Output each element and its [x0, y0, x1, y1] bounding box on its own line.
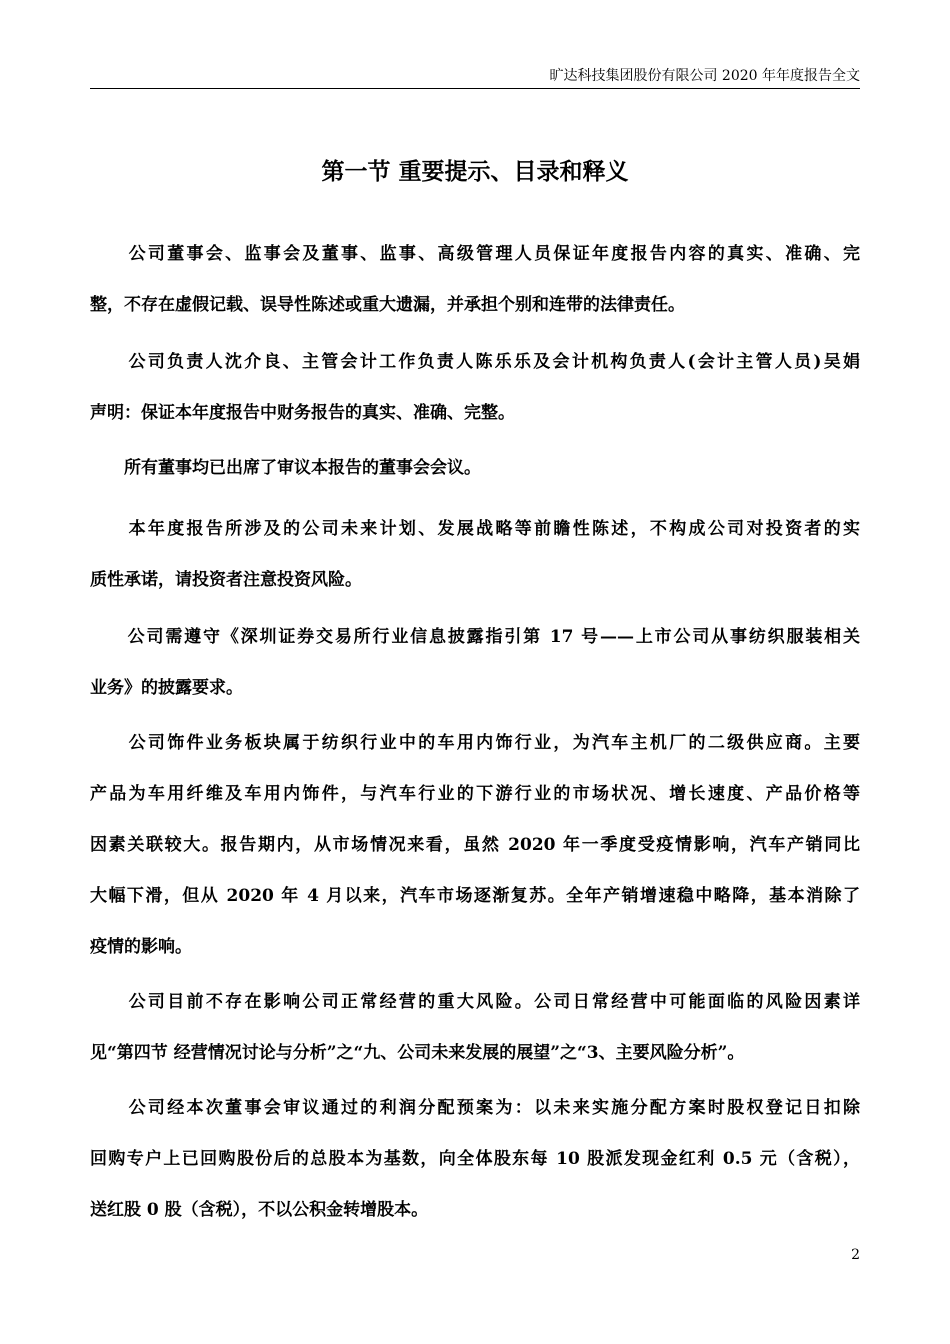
paragraph-line: 公司需遵守《深圳证券交易所行业信息披露指引第 17 号——上市公司从事纺织服装相关 — [90, 627, 860, 647]
section-title: 第一节 重要提示、目录和释义 — [321, 158, 629, 185]
paragraph-line: 公司目前不存在影响公司正常经营的重大风险。公司日常经营中可能面临的风险因素详 — [90, 992, 860, 1012]
paragraph-line: 见“第四节 经营情况讨论与分析”之“九、公司未来发展的展望”之“3、主要风险分析”。 — [90, 1043, 745, 1063]
paragraph-line: 公司负责人沈介良、主管会计工作负责人陈乐乐及会计机构负责人(会计主管人员)吴娟 — [90, 352, 860, 372]
paragraph-line: 公司董事会、监事会及董事、监事、高级管理人员保证年度报告内容的真实、准确、完 — [90, 244, 860, 264]
header-title: 旷达科技集团股份有限公司 2020 年年度报告全文 — [549, 68, 860, 84]
paragraph-line: 大幅下滑，但从 2020 年 4 月以来，汽车市场逐渐复苏。全年产销增速稳中略降，基本消除了 — [90, 886, 860, 906]
paragraph-line: 整，不存在虚假记载、误导性陈述或重大遗漏，并承担个别和连带的法律责任。 — [90, 295, 685, 315]
paragraph-line: 公司饰件业务板块属于纺织行业中的车用内饰行业，为汽车主机厂的二级供应商。主要 — [90, 733, 860, 753]
paragraph-line: 本年度报告所涉及的公司未来计划、发展战略等前瞻性陈述，不构成公司对投资者的实 — [90, 519, 860, 539]
paragraph-business-segment — [90, 718, 860, 973]
paragraph-line: 质性承诺，请投资者注意投资风险。 — [90, 570, 362, 590]
paragraph-risk-statement — [90, 977, 860, 1079]
paragraph-line: 产品为车用纤维及车用内饰件，与汽车行业的下游行业的市场状况、增长速度、产品价格等 — [90, 784, 860, 804]
paragraph-line: 因素关联较大。报告期内，从市场情况来看，虽然 2020 年一季度受疫情影响，汽车产销同比 — [90, 835, 860, 855]
paragraph-line: 送红股 0 股（含税），不以公积金转增股本。 — [90, 1200, 429, 1220]
page-number: 2 — [851, 1247, 860, 1263]
paragraph-financial-report-declaration — [90, 337, 860, 439]
paragraph-forward-looking-statements — [90, 504, 860, 606]
paragraph-profit-distribution — [90, 1083, 860, 1236]
paragraph-board-attendance — [90, 443, 860, 494]
paragraph-line: 业务》的披露要求。 — [90, 678, 243, 698]
paragraph-line: 疫情的影响。 — [90, 937, 192, 957]
page-header — [90, 64, 860, 89]
paragraph-line: 所有董事均已出席了审议本报告的董事会会议。 — [90, 458, 481, 478]
paragraph-line: 公司经本次董事会审议通过的利润分配预案为：以未来实施分配方案时股权登记日扣除 — [90, 1098, 860, 1118]
paragraph-disclosure-guideline — [90, 612, 860, 714]
paragraph-line: 回购专户上已回购股份后的总股本为基数，向全体股东每 10 股派发现金红利 0.5 元（含税）， — [90, 1149, 860, 1169]
paragraph-line: 声明：保证本年度报告中财务报告的真实、准确、完整。 — [90, 403, 515, 423]
paragraph-responsibility-statement — [90, 229, 860, 331]
